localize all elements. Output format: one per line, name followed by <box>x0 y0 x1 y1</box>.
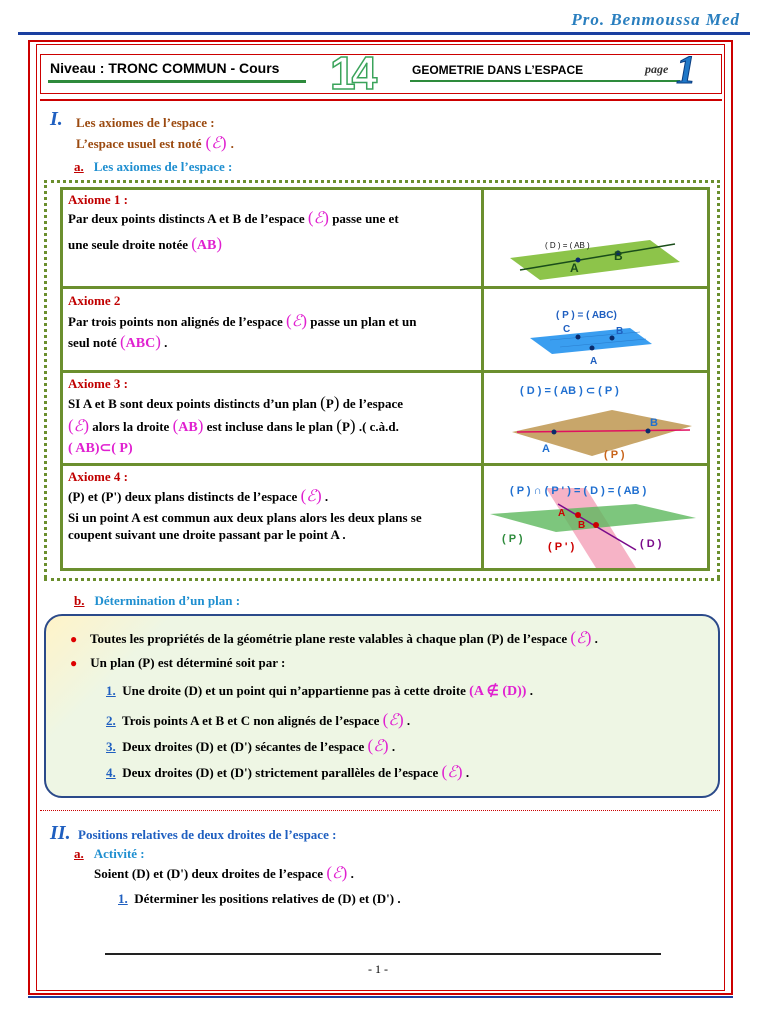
figure-label: ( D ) = ( AB ) ⊂ ( P ) <box>520 385 619 397</box>
section-1-number: I. <box>50 108 63 130</box>
table-dotted-right <box>717 180 720 578</box>
point-b-dot <box>610 336 615 341</box>
section-2-title: Positions relatives de deux droites de l’espace : <box>78 827 337 842</box>
figure-label: ( D ) = ( AB ) <box>545 241 590 250</box>
table-row-divider <box>60 370 710 373</box>
axiom-2-line2: seul noté (ABC) . <box>68 332 168 351</box>
axiom-2-title: Axiome 2 <box>68 293 121 308</box>
axiom-3-figure <box>492 376 704 462</box>
author-signature: Pro. Benmoussa Med <box>571 10 740 29</box>
footer-rule <box>105 953 661 955</box>
section-1-title: Les axiomes de l’espace : <box>76 115 215 130</box>
line-d-label: ( D ) <box>640 538 662 550</box>
axiom-4-line2: Si un point A est commun aux deux plans alors les deux plans se <box>68 510 422 525</box>
determination-item-4: 4. Deux droites (D) et (D') strictement parallèles de l’espace (ℰ) . <box>106 762 470 781</box>
point-a-label: A <box>558 508 566 519</box>
point-a-dot <box>552 430 557 435</box>
page-number: 1 <box>676 47 696 92</box>
section-2-separator <box>40 810 720 811</box>
figure-label: ( P ) = ( ABC) <box>556 310 617 321</box>
table-dotted-bottom <box>44 578 720 581</box>
determination-item-1: 1. Une droite (D) et un point qui n’appartienne pas à cette droite (A ∉ (D)) . <box>106 683 533 699</box>
table-dotted-top <box>44 180 720 183</box>
espace-symbol: ℰ <box>211 135 221 152</box>
point-b-label: B <box>650 417 658 429</box>
table-row-divider <box>60 286 710 289</box>
point-b-dot <box>646 429 651 434</box>
plane-p-shape <box>490 504 696 532</box>
plane-p-prime-label: ( P ' ) <box>548 541 575 553</box>
activity-question-1: 1. Déterminer les positions relatives de (D) et (D') . <box>118 891 401 906</box>
table-col-divider <box>481 187 484 571</box>
point-c-dot <box>576 335 581 340</box>
axiom-1-line2: une seule droite notée (AB) <box>68 234 223 253</box>
plane-shape <box>512 410 692 456</box>
table-dotted-left <box>44 180 47 578</box>
section-1-intro: L’espace usuel est noté (ℰ) . <box>76 133 234 152</box>
chapter-title: GEOMETRIE DANS L’ESPACE <box>412 63 584 77</box>
point-a-label: A <box>542 443 550 455</box>
axiom-4-line3: coupent suivant une droite passant par le point A . <box>68 527 346 542</box>
point-b-dot <box>593 522 599 528</box>
subsection-b: b. Détermination d’un plan : <box>74 593 241 608</box>
axiom-1-figure <box>500 222 690 282</box>
point-b-label: B <box>614 249 623 263</box>
axiom-3-line2: (ℰ) alors la droite (AB) est incluse dans le plan (P) .( c.à.d. <box>68 416 399 435</box>
determination-item-2: 2. Trois points A et B et C non alignés de l’espace (ℰ) . <box>106 710 411 729</box>
niveau-label: Niveau : TRONC COMMUN - Cours <box>50 60 280 76</box>
point-a-label: A <box>590 356 598 366</box>
determination-item-3: 3. Deux droites (D) et (D') sécantes de l’espace (ℰ) . <box>106 736 396 755</box>
point-c-label: C <box>563 324 571 335</box>
bullet-2: ● Un plan (P) est déterminé soit par : <box>70 655 286 670</box>
axiom-2-figure <box>520 300 670 366</box>
axiom-4-figure <box>486 468 708 568</box>
axiom-4-line1: (P) et (P') deux plans distincts de l’espace (ℰ) . <box>68 486 329 505</box>
axiom-1-title: Axiome 1 : <box>68 192 128 207</box>
axiom-2-line1: Par trois points non alignés de l’espace (ℰ) passe un plan et un <box>68 311 417 330</box>
bottom-rule <box>28 996 733 998</box>
bullet-1: ● Toutes les propriétés de la géométrie plane reste valables à chaque plan (P) de l’espace (ℰ) . <box>70 628 598 647</box>
plane-label: ( P ) <box>604 449 625 461</box>
point-a-dot <box>590 346 595 351</box>
section-2-number: II. <box>50 822 71 844</box>
axiom-3-title: Axiome 3 : <box>68 376 128 391</box>
footer-page-number: - 1 - <box>368 962 388 976</box>
subsection-a: a. Les axiomes de l’espace : <box>74 159 233 174</box>
activity-line-1: Soient (D) et (D') deux droites de l’espace (ℰ) . <box>94 863 354 882</box>
axiom-3-line1: SI A et B sont deux points distincts d’un plan (P) de l’espace <box>68 393 403 412</box>
point-b-label: B <box>616 326 624 337</box>
axiom-3-line3: ( AB)⊂( P) <box>68 441 133 456</box>
header-separator <box>40 99 722 101</box>
axiom-4-title: Axiome 4 : <box>68 469 128 484</box>
axiom-1-line1: Par deux points distincts A et B de l’espace (ℰ) passe une et <box>68 208 399 227</box>
point-b-label: B <box>578 520 586 531</box>
table-row-divider <box>60 463 710 466</box>
figure-label: ( P ) ∩ ( P ' ) = ( D ) = ( AB ) <box>510 485 647 497</box>
lesson-number: 14 <box>330 47 374 99</box>
plane-p-label: ( P ) <box>502 533 523 545</box>
top-rule <box>18 32 750 35</box>
subsection-2a: a. Activité : <box>74 846 145 861</box>
page-word: page <box>645 62 669 76</box>
niveau-underline <box>48 80 306 83</box>
point-a-dot <box>575 512 581 518</box>
chapter-underline <box>410 80 680 82</box>
plane-shape <box>510 240 680 280</box>
point-a-label: A <box>570 261 579 275</box>
